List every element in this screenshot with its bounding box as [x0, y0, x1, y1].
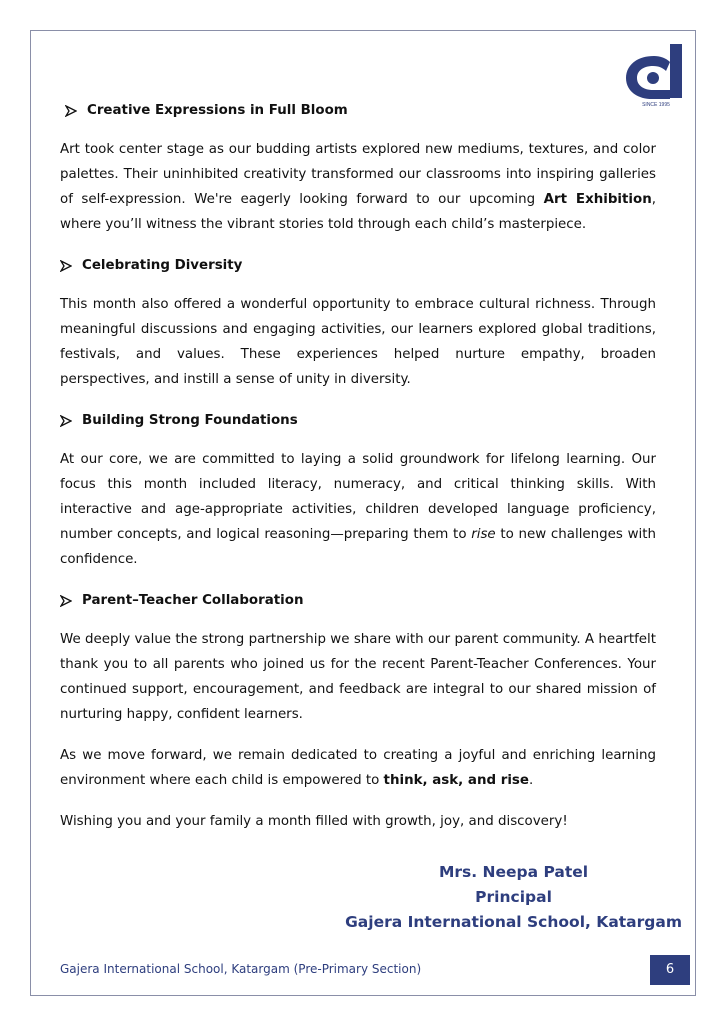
paragraph-italic-text: rise — [471, 527, 496, 542]
paragraph-text: At our core, we are committed to laying a solid groundwork for lifelong learning. Our focus this month included literacy, numeracy, and critical thinking skills. With interactive and age-appropriate activities, children developed language proficiency, number concepts, and logical reasoning—preparing them to — [60, 452, 656, 542]
section-heading-text: Parent–Teacher Collaboration — [82, 593, 304, 608]
section-heading — [60, 588, 656, 613]
closing-paragraph — [60, 743, 656, 793]
paragraph-text: As we move forward, we remain dedicated to creating a joyful and enriching learning environment where each child is empowered to — [60, 748, 656, 788]
section-paragraph: We deeply value the strong partnership we share with our parent community. A heartfelt thank you to all parents who joined us for the recent Parent-Teacher Conferences. Your continued support, encouragement, and feedback are integral to our shared mission of nurturing happy, confident learners. — [60, 632, 656, 722]
section-paragraph — [60, 447, 656, 572]
section-heading-text: Building Strong Foundations — [82, 413, 298, 428]
paragraph-bold-text: think, ask, and rise — [383, 773, 529, 788]
arrow-bullet-icon — [65, 105, 77, 117]
paragraph-bold-text: Art Exhibition — [543, 192, 652, 207]
signature-block — [345, 860, 682, 935]
section-heading-text: Creative Expressions in Full Bloom — [87, 103, 348, 118]
signature-name: Mrs. Neepa Patel — [438, 863, 589, 881]
paragraph-text: . — [528, 773, 534, 788]
section-paragraph: This month also offered a wonderful opportunity to embrace cultural richness. Through meaningful discussions and engaging activities, our learners explored global traditions, festivals, and values. These experiences helped nurture empathy, broaden perspectives, and instill a sense of unity in diversity. — [60, 297, 656, 387]
footer-text: Gajera International School, Katargam (Pre-Primary Section) — [60, 962, 422, 976]
page-number: 6 — [650, 955, 690, 985]
letter-body — [60, 98, 656, 850]
section-heading — [60, 98, 656, 123]
section-heading-text: Celebrating Diversity — [82, 258, 243, 273]
closing-wish: Wishing you and your family a month filled with growth, joy, and discovery! — [60, 814, 568, 829]
signature-role: Principal — [475, 888, 552, 906]
paragraph-text: Art took center stage as our budding artists explored new mediums, textures, and color palettes. Their uninhibited creativity transformed our classrooms into inspiring galleries of self-expression. We're eagerly looking forward to our upcoming — [60, 142, 656, 207]
logo-tagline: SINCE 1995 — [642, 102, 670, 108]
arrow-bullet-icon — [60, 415, 72, 427]
arrow-bullet-icon — [60, 595, 72, 607]
paragraph-text: , where you’ll witness the vibrant stories told through each child’s masterpiece. — [60, 192, 656, 232]
section-paragraph — [60, 137, 656, 237]
signature-school: Gajera International School, Katargam — [345, 913, 682, 931]
paragraph-text: to new challenges with confidence. — [60, 527, 656, 567]
section-heading — [60, 408, 656, 433]
section-heading — [60, 253, 656, 278]
arrow-bullet-icon — [60, 260, 72, 272]
